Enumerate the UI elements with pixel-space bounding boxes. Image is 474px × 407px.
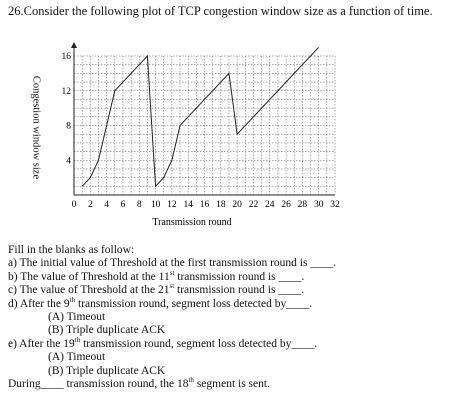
item-d-option-b: (B) Triple duplicate ACK [48,324,166,337]
x-tick-label: 12 [167,200,177,210]
x-tick-label: 26 [281,200,291,210]
item-f-sup: th [188,376,194,385]
x-tick-label: 30 [313,200,324,210]
x-tick-label: 10 [150,200,161,210]
item-c-sup: st [169,282,175,291]
x-tick-labels [72,200,340,210]
y-tick-label: 8 [66,121,71,132]
intro-line: Fill in the blanks as follow: [8,244,135,256]
x-tick-label: 0 [71,200,77,210]
item-b-sup: st [169,268,175,277]
item-b-text: b) The value of Threshold at the 11 [8,270,170,283]
item-f-text: During____ transmission round, the 18 [8,378,189,391]
item-c-text: c) The value of Threshold at the 21 [8,284,170,297]
x-tick-label: 22 [248,200,259,210]
item-e-option-a: (A) Timeout [48,351,106,364]
x-tick-label: 8 [136,200,142,210]
item-d-option-a: (A) Timeout [48,311,106,324]
x-tick-label: 28 [297,200,308,210]
x-tick-label: 20 [232,200,242,210]
y-axis-label: Congestion window size [30,75,42,180]
y-axis-label-wrap [26,52,42,212]
y-tick-labels [62,52,72,166]
item-e-option-b: (B) Triple duplicate ACK [48,364,166,377]
question-text: 26.Consider the following plot of TCP congestion window size as a function of time. [8,4,433,18]
x-tick-label: 6 [120,200,126,210]
x-tick-label: 32 [330,200,340,210]
item-e-rest: transmission round, segment loss detected by____. [80,337,318,350]
item-f-rest: segment is sent. [193,378,270,391]
item-f [8,378,336,391]
x-tick-label: 16 [199,200,210,210]
item-b-rest: transmission round is ____. [174,270,305,283]
x-tick-label: 24 [265,200,275,210]
question-body [8,244,336,391]
x-tick-label: 18 [216,200,226,210]
x-tick-label: 4 [104,200,109,210]
item-d-rest: transmission round, segment loss detected by____. [75,297,313,310]
x-tick-label: 14 [183,200,193,210]
y-tick-label: 4 [66,156,71,167]
y-tick-label: 12 [61,86,71,97]
item-d-sup: th [69,295,76,304]
chart-grid [74,56,335,195]
item-e-text: e) After the 19 [8,337,75,350]
x-tick-label: 2 [87,200,93,210]
y-axis-arrow [71,42,77,48]
item-e [8,338,336,351]
chart-axes [71,42,335,195]
item-a-text: a) The initial value of Threshold at the first transmission round is [8,257,308,270]
item-d-text: d) After the 9 [8,297,70,310]
item-a-blank: ____. [310,257,337,270]
item-e-sup: th [74,336,81,345]
x-axis-label: Transmission round [152,217,232,228]
item-c [8,284,336,297]
item-c-rest: transmission round is ____. [174,284,305,297]
y-tick-label: 16 [61,52,71,62]
item-d [8,295,336,311]
